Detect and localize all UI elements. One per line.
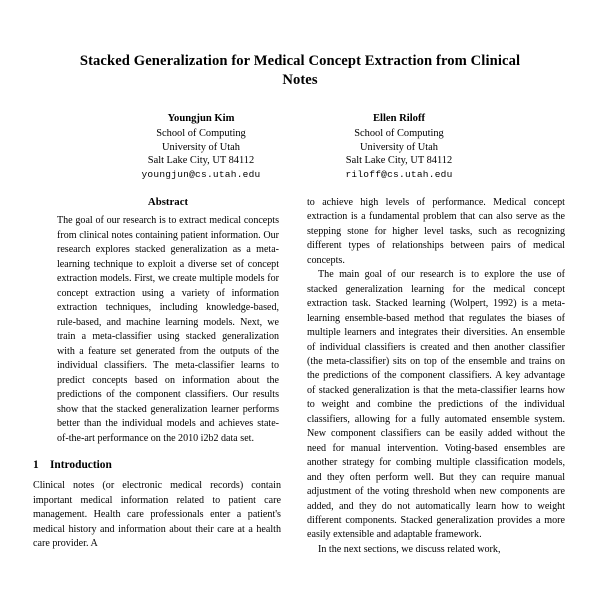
paragraph: The main goal of our research is to explore the use of stacked generalization learning for the medical concept extraction task. Stacked learning (Wolpert, 1992) is a meta-learning ensemble-based method that regulates the biases of multiple learners and integrates their diversities. An ensemble of individual classifiers is created and then another classifier (the meta-classifier) sits on top of the ensemble and trains on the predictions of the component classifiers. A key advantage of stacked generalization is that the meta-classifier learns how to weight and combine the predictions of the individual classifiers, allowing for a fully automated ensemble system. New component classifiers can be easily added without the need for manual intervention. Voting-based ensembles are another strategy for combing multiple classification models, and they often perform well. But they can require manual adjustment of the voting threshold when new components are added, and they do not automatically learn how to weight different components. Stacked generalization provides a more easily extensible and adaptable framework. xyxy=(307,269,565,541)
column-right xyxy=(307,196,565,600)
page-title: Stacked Generalization for Medical Concept Extraction from Clinical Notes xyxy=(79,53,521,89)
author-address: Salt Lake City, UT 84112 xyxy=(345,155,453,167)
author-block xyxy=(72,112,528,182)
section-title: Introduction xyxy=(50,458,112,471)
column-left xyxy=(33,196,281,600)
author-name: Youngjun Kim xyxy=(167,112,235,124)
paragraph: Clinical notes (or electronic medical records) contain important medical information related to patient care management. Health care professionals enter a patient's medical history and information about their care at a health care provider. A xyxy=(33,480,281,549)
abstract-heading: Abstract xyxy=(147,196,189,208)
body-columns xyxy=(0,196,600,600)
author-name: Ellen Riloff xyxy=(372,112,426,124)
title-block xyxy=(0,0,600,182)
author-institution: University of Utah xyxy=(360,141,438,153)
abstract-text: The goal of our research is to extract medical concepts from clinical notes containing patient information. Our research explores stacked generalization as a meta-learning technique to exploit a diverse set of concept extraction models. First, we create multiple models for concept extraction using a variety of information extraction techniques, including knowledge-based, rule-based, and machine learning models. Next, we train a meta-classifier using stacked generalization with a feature set generated from the outputs of the individual classifiers. The meta-classifier learns to predict concepts based on information about the predictions of the component classifiers. Our results show that the stacked generalization learner performs better than the individual models and achieves state-of-the-art performance on the 2010 i2b2 data set. xyxy=(57,215,279,444)
author-department: School of Computing xyxy=(156,127,246,139)
author-department: School of Computing xyxy=(354,127,444,139)
author-email[interactable]: youngjun@cs.utah.edu xyxy=(141,169,261,181)
paragraph: In the next sections, we discuss related work, xyxy=(318,543,501,555)
section-heading-introduction xyxy=(33,459,281,473)
author-entry-2 xyxy=(300,112,498,182)
abstract-section xyxy=(33,196,281,447)
author-email[interactable]: riloff@cs.utah.edu xyxy=(345,169,453,181)
section-number: 1 xyxy=(33,458,39,471)
author-entry-1 xyxy=(102,112,300,182)
author-address: Salt Lake City, UT 84112 xyxy=(147,155,255,167)
paragraph: to achieve high levels of performance. Medical concept extraction is a fundamental problem that can also serve as the stepping stone for higher level tasks, such as recognizing different types of relationships between pairs of medical concepts. xyxy=(307,197,565,266)
author-institution: University of Utah xyxy=(162,141,240,153)
